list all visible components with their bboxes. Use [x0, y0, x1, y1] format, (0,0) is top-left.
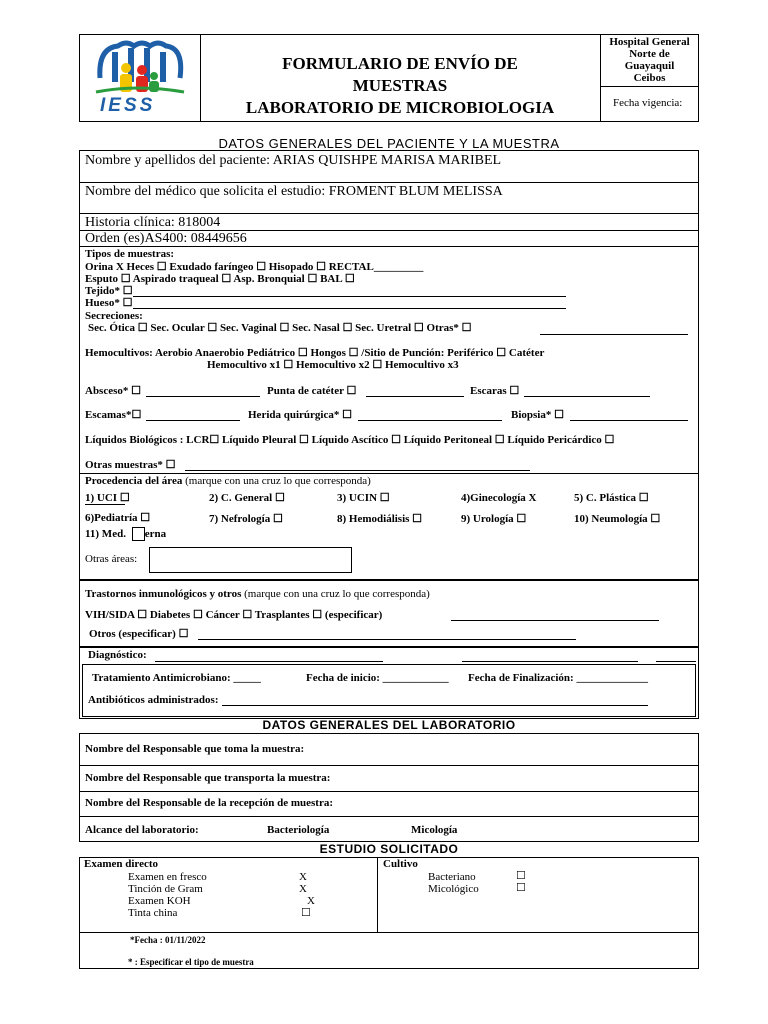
tipos-muestras-label: Tipos de muestras: — [85, 248, 175, 260]
row-divider — [79, 213, 699, 214]
tejido-line — [133, 296, 566, 297]
cultivo-micologico: Micológico — [428, 883, 479, 895]
hemocultivos-row1[interactable]: Hemocultivos: Aerobio Anaerobio Pediátrico ☐ Hongos ☐ /Sitio de Punción: Periférico ☐ Catéter — [85, 347, 545, 359]
diagnostico-line3 — [656, 661, 696, 662]
row-divider — [79, 182, 699, 183]
area-med-interna[interactable] — [85, 529, 166, 540]
punta-cateter-checkbox[interactable]: Punta de catéter ☐ — [267, 385, 357, 397]
otros-line — [198, 639, 576, 640]
area-nefrologia[interactable]: 7) Nefrología ☐ — [209, 513, 283, 525]
herida-checkbox[interactable]: Herida quirúrgica* ☐ — [248, 409, 352, 421]
tincion-gram-mark[interactable]: X — [299, 883, 307, 895]
procedencia-hint: (marque con una cruz lo que corresponda) — [185, 475, 371, 487]
cultivo-micologico-mark[interactable]: ☐ — [516, 882, 526, 894]
trastornos-hint: (marque con una cruz lo que corresponda) — [244, 588, 430, 600]
tinta-china-mark[interactable]: ☐ — [301, 907, 311, 919]
trastornos-title: Trastornos inmunológicos y otros — [85, 588, 242, 600]
area-ucin[interactable]: 3) UCIN ☐ — [337, 492, 390, 504]
diagnostico-line2 — [462, 661, 638, 662]
cultivo-label: Cultivo — [383, 858, 418, 870]
diagnostico-line1 — [155, 661, 383, 662]
med-interna-suffix: erna — [144, 528, 167, 540]
hueso-checkbox[interactable]: Hueso* ☐ — [85, 297, 133, 309]
hemocultivos-row2[interactable]: Hemocultivo x1 ☐ Hemocultivo x2 ☐ Hemocultivo x3 — [207, 359, 459, 371]
responsable-transporta[interactable]: Nombre del Responsable que transporta la muestra: — [85, 772, 331, 784]
trastornos-label — [85, 589, 430, 600]
form-title-line3: LABORATORIO DE MICROBIOLOGIA — [245, 98, 555, 117]
escaras-checkbox[interactable]: Escaras ☐ — [470, 385, 520, 397]
liquidos-biologicos-row[interactable]: Líquidos Biológicos : LCR☐ Líquido Pleural ☐ Líquido Ascítico ☐ Líquido Peritoneal ☐ Líquido Pericárdico ☐ — [85, 434, 615, 446]
escamas-checkbox[interactable]: Escamas*☐ — [85, 409, 142, 421]
patient-name: Nombre y apellidos del paciente: ARIAS QUISHPE MARISA MARIBEL — [85, 153, 502, 168]
hospital-line1: Hospital General — [609, 36, 690, 48]
tinta-china: Tinta china — [128, 907, 178, 919]
form-title-line1: FORMULARIO DE ENVÍO DE — [282, 54, 518, 73]
absceso-line — [146, 396, 260, 397]
examen-fresco: Examen en fresco — [128, 871, 207, 883]
row-divider — [79, 246, 699, 247]
nota-especificar: * : Especificar el tipo de muestra — [128, 957, 254, 967]
cultivo-bacteriano-mark[interactable]: ☐ — [516, 870, 526, 882]
alcance-bacteriologia[interactable]: Bacteriología — [267, 824, 330, 836]
biopsia-checkbox[interactable]: Biopsia* ☐ — [511, 409, 564, 421]
herida-line — [358, 420, 502, 421]
laboratorio-heading: DATOS GENERALES DEL LABORATORIO — [262, 718, 516, 732]
otras-areas-input[interactable] — [149, 547, 352, 573]
fecha-vigencia: Fecha vigencia: — [613, 97, 683, 109]
secreciones-label: Secreciones: — [85, 310, 143, 322]
alcance-micologia[interactable]: Micología — [411, 824, 458, 836]
med-interna-box[interactable] — [132, 527, 145, 541]
otras-muestras-checkbox[interactable]: Otras muestras* ☐ — [85, 459, 176, 471]
otras-areas-label: Otras áreas: — [85, 553, 138, 565]
tincion-gram: Tinción de Gram — [128, 883, 203, 895]
area-hemodialisis[interactable]: 8) Hemodiálisis ☐ — [337, 513, 423, 525]
alcance-laboratorio: Alcance del laboratorio: — [85, 824, 199, 836]
hueso-line — [133, 308, 566, 309]
responsable-recepcion[interactable]: Nombre del Responsable de la recepción de muestra: — [85, 797, 333, 809]
hospital-line4: Ceibos — [633, 72, 666, 84]
procedencia-divider — [79, 473, 699, 474]
area-c-general[interactable]: 2) C. General ☐ — [209, 492, 285, 504]
iess-logo — [88, 38, 192, 118]
biopsia-line — [570, 420, 688, 421]
secreciones-row[interactable]: Sec. Ótica ☐ Sec. Ocular ☐ Sec. Vaginal ☐ Sec. Nasal ☐ Sec. Uretral ☐ Otras* ☐ — [88, 322, 472, 334]
procedencia-title: Procedencia del área — [85, 475, 183, 487]
antibioticos-administrados[interactable]: Antibióticos administrados: — [88, 694, 219, 706]
area-c-plastica[interactable]: 5) C. Plástica ☐ — [574, 492, 649, 504]
diagnostico-label: Diagnóstico: — [88, 649, 147, 661]
logo-text: IESS — [100, 95, 156, 116]
responsable-toma[interactable]: Nombre del Responsable que toma la muestra: — [85, 743, 305, 755]
area-uci[interactable]: 1) UCI ☐ — [85, 492, 130, 504]
muestras-row2[interactable]: Esputo ☐ Aspirado traqueal ☐ Asp. Bronquial ☐ BAL ☐ — [85, 273, 355, 285]
examen-koh-mark[interactable]: X — [307, 895, 315, 907]
trastornos-otros[interactable]: Otros (especificar) ☐ — [89, 628, 189, 640]
punta-line — [366, 396, 464, 397]
fecha-finalizacion[interactable]: Fecha de Finalización: _____________ — [468, 672, 648, 684]
uci-underline — [85, 504, 125, 505]
med-interna-label: 11) Med. — [85, 528, 126, 540]
fecha-muestra: *Fecha : 01/11/2022 — [130, 935, 206, 945]
absceso-checkbox[interactable]: Absceso* ☐ — [85, 385, 141, 397]
area-urologia[interactable]: 9) Urología ☐ — [461, 513, 527, 525]
estudio-heading: ESTUDIO SOLICITADO — [319, 842, 459, 856]
muestras-row1[interactable]: Orina X Heces ☐ Exudado faríngeo ☐ Hisopado ☐ RECTAL_________ — [85, 261, 424, 273]
historia-clinica: Historia clínica: 818004 — [85, 215, 221, 230]
examen-directo-label: Examen directo — [84, 858, 159, 870]
requesting-doctor: Nombre del médico que solicita el estudio: FROMENT BLUM MELISSA — [85, 184, 503, 199]
otras-sec-line — [540, 334, 688, 335]
trastornos-row1[interactable]: VIH/SIDA ☐ Diabetes ☐ Cáncer ☐ Trasplantes ☐ (especificar) — [85, 609, 383, 621]
hospital-line2: Norte de — [629, 48, 670, 60]
examen-koh: Examen KOH — [128, 895, 191, 907]
escamas-line — [146, 420, 240, 421]
otras-muestras-line — [185, 470, 530, 471]
examen-fresco-mark[interactable]: X — [299, 871, 307, 883]
hospital-line3: Guayaquil — [624, 60, 675, 72]
especificar-line — [451, 620, 659, 621]
tejido-checkbox[interactable]: Tejido* ☐ — [85, 285, 133, 297]
patient-section-heading: DATOS GENERALES DEL PACIENTE Y LA MUESTRA — [218, 136, 560, 151]
procedencia-label — [85, 476, 371, 487]
header-divider-h — [600, 86, 699, 87]
area-ginecologia[interactable]: 4)Ginecología X — [461, 492, 537, 504]
antibioticos-line — [222, 705, 648, 706]
tratamiento-antimicrobiano[interactable]: Tratamiento Antimicrobiano: _____ — [92, 672, 261, 684]
estudio-row-divider — [79, 932, 699, 933]
fecha-inicio[interactable]: Fecha de inicio: ____________ — [306, 672, 449, 684]
lab-row-divider — [79, 816, 699, 817]
form-title-line2: MUESTRAS — [352, 76, 448, 95]
lab-row-divider — [79, 765, 699, 766]
orden-as400: Orden (es)AS400: 08449656 — [85, 231, 247, 246]
area-neumologia[interactable]: 10) Neumología ☐ — [574, 513, 661, 525]
lab-row-divider — [79, 791, 699, 792]
estudio-col-divider — [377, 857, 378, 932]
area-pediatria[interactable]: 6)Pediatría ☐ — [85, 512, 151, 524]
cultivo-bacteriano: Bacteriano — [428, 871, 476, 883]
escaras-line — [524, 396, 650, 397]
